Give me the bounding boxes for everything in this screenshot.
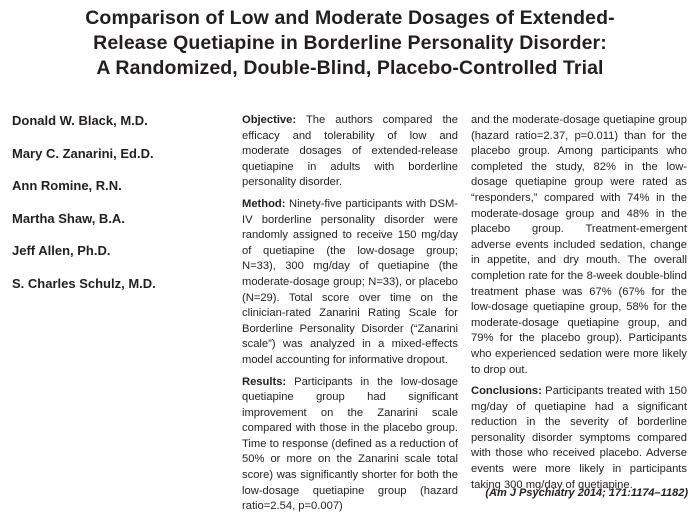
conclusions-text: Participants treated with 150 mg/day of quetiapine had a significant reduction in the severity of borderline personality disorder symptoms compared with those who received placebo. Adverse events were more likely in participants taking 300 mg/day of quetiapine. — [471, 385, 687, 491]
abstract-column-right — [471, 113, 687, 499]
author-name: Ann Romine, R.N. — [12, 178, 122, 194]
method-heading: Method: — [242, 197, 286, 210]
method-text: Ninety-five participants with DSM-IV borderline personality disorder were randomly assigned to receive 150 mg/day of quetiapine (the low-dosage group; N=33), 300 mg/day of quetiapine (the moderate-dosage group; N=33), or placebo (N=29). Total score over time on the clinician-rated Zanarini Rating Scale for Borderline Personality Disorder (“Zanarini scale”) was analyzed in a mixed-effects model accounting for informative dropout. — [242, 197, 458, 366]
author-name: Mary C. Zanarini, Ed.D. — [12, 145, 154, 161]
title-line: Comparison of Low and Moderate Dosages of Extended- — [85, 7, 615, 29]
conclusions-section — [471, 384, 687, 493]
author-list — [12, 113, 227, 309]
author-name: Jeff Allen, Ph.D. — [12, 243, 111, 259]
objective-heading: Objective: — [242, 114, 297, 126]
title-line: Release Quetiapine in Borderline Personality Disorder: — [93, 32, 607, 54]
objective-section — [242, 113, 458, 191]
title-line: A Randomized, Double-Blind, Placebo-Controlled Trial — [96, 57, 604, 79]
results-text: Participants in the low-dosage quetiapine group had significant improvement on the Zanarini scale compared with those in the placebo group. Time to response (defined as a reduction of 50% or more on the Zanarini scale total score) was significantly shorter for both the low-dosage quetiapine group (hazard ratio=2.54, p=0.007) — [242, 375, 458, 513]
conclusions-heading: Conclusions: — [471, 385, 542, 398]
author-name: Martha Shaw, B.A. — [12, 210, 125, 226]
abstract-column-left — [242, 113, 458, 521]
author-name: Donald W. Black, M.D. — [12, 113, 148, 128]
paper-title — [6, 6, 694, 81]
results-continued: and the moderate-dosage quetiapine group (hazard ratio=2.37, p=0.011) than for the placebo group. Among participants who completed the study, 82% in the low-dosage quetiapine group were rated as “responders,” compared with 74% in the moderate-dosage group and 48% in the placebo group. Treatment-emergent adverse events included sedation, change in appetite, and dry mouth. The overall completion rate for the 8-week double-blind treatment phase was 67% (67% for the low-dosage quetiapine group, 58% for the moderate-dosage quetiapine group, and 79% for the placebo group). Participants who experienced sedation were more likely to drop out. — [471, 114, 687, 376]
journal-citation: (Am J Psychiatry 2014; 171:1174–1182) — [485, 487, 688, 499]
author-name: S. Charles Schulz, M.D. — [12, 275, 156, 291]
results-heading: Results: — [242, 375, 287, 388]
method-section — [242, 197, 458, 369]
results-section — [242, 375, 458, 515]
objective-text: The authors compared the efficacy and tolerability of low and moderate dosages of extended-release quetiapine in adults with borderline personality disorder. — [242, 114, 458, 189]
